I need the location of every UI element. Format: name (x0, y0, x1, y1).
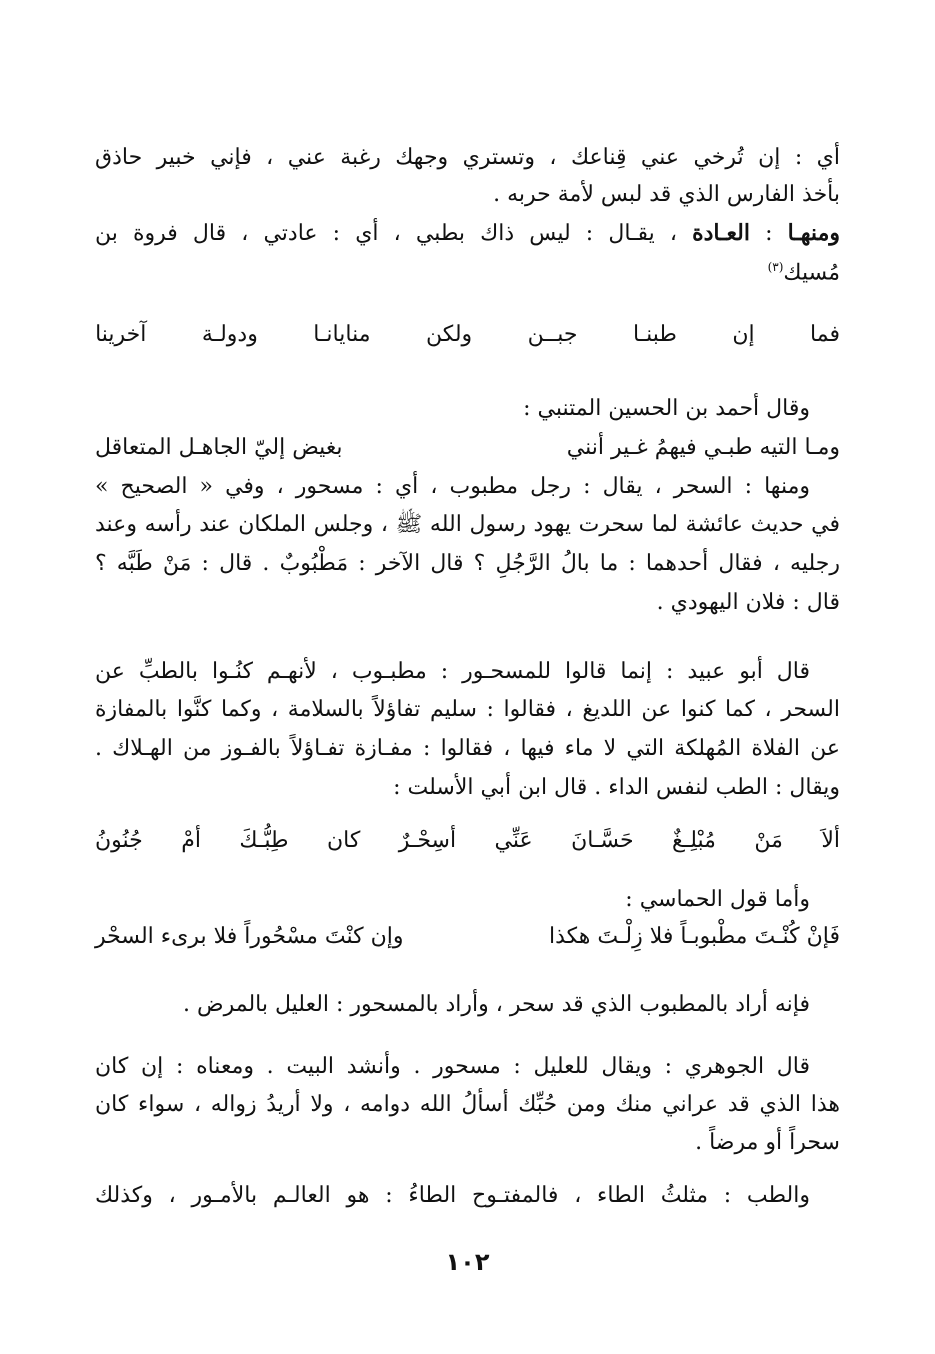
footnote-marker: (٣) (767, 260, 784, 274)
verse-hemistich: وإن كنْتَ مسْحُوراً فلا برىء السحْر (95, 924, 404, 949)
text-line: قال الجوهري : ويقال للعليل : مسحور . وأنشد البيت . ومعناه : إن كان (95, 1054, 810, 1079)
verse-word: ألاَ (821, 828, 840, 853)
verse-word: جبــن (527, 322, 578, 347)
text-line: رجليه ، فقال أحدهما : ما بالُ الرَّجُلِ ؟ قال الآخر : مَطْبُوبٌ . قال : مَنْ طَبَّه ؟ (95, 551, 840, 576)
text-line: أي : إن تُرخي عني قِناعك ، وتستري وجهك رغبة عني ، فإني خبير حاذق (95, 145, 840, 170)
verse-hemistich: بغيض إليّ الجاهـل المتعاقل (95, 435, 343, 460)
verse-word: ودولـة (201, 322, 258, 347)
verse-word: مَنْ (754, 828, 783, 853)
text-line: سحراً أو مرضاً . (695, 1130, 840, 1155)
text-line: ومنهـا : العـادة ، يقـال : ليس ذاك بطبي ، أي : عادتي ، قال فروة بن (95, 220, 840, 246)
page-number: ١٠٢ (445, 1248, 490, 1276)
text-line: السحر ، كما كنوا عن اللديغ ، فقالوا : سليم تفاؤلاً بالسلامة ، وكما كنَّوا بالمفازة (95, 697, 840, 722)
text-line: ويقال : الطب لنفس الداء . قال ابن أبي الأسلت : (393, 775, 840, 800)
verse-word: طبنـا (632, 322, 677, 347)
text-line: وأما قول الحماسي : (625, 887, 810, 912)
term-meaning: العـادة (692, 220, 750, 246)
text-span: ، يقـال : ليس ذاك بطبي ، أي : عادتي ، قال فروة بن (95, 221, 677, 246)
verse-line (95, 320, 840, 350)
verse-word: جُنُونُ (95, 828, 143, 853)
text-line: قال أبو عبيد : إنما قالوا للمسحـور : مطبـوب ، لأنهـم كنُـوا بالطبِّ عن (95, 659, 810, 684)
text-line: وقال أحمد بن الحسين المتنبي : (523, 396, 810, 421)
verse-word: آخرينا (95, 322, 147, 347)
verse-word: فما (810, 322, 840, 347)
verse-word: حَسَّـانَ (571, 828, 634, 853)
text-line: فإنه أراد بالمطبوب الذي قد سحر ، وأراد بالمسحور : العليل بالمرض . (183, 992, 810, 1017)
text-line: عن الفلاة المُهلكة التي لا ماء فيها ، فقالوا : مفـازة تفـاؤلاً بالفـوز من الهـلاك . (95, 736, 840, 761)
verse-hemistich: فَإنْ كُنْـتَ مطْبوبـاً فلا زِلْـتَ هكذا (548, 924, 840, 949)
verse-word: كان (326, 828, 361, 853)
text-line: هذا الذي قد عراني منك ومن حُبِّك أسألُ الله دوامه ، ولا أريدُ زواله ، سواء كان (95, 1092, 840, 1117)
term-label: ومنهـا (787, 220, 840, 246)
text-line: والطب : مثلثُ الطاء ، فالمفتـوح الطاءُ : هو العالـم بالأمـور ، وكذلك (95, 1183, 810, 1208)
verse-word: ولكن (425, 322, 473, 347)
verse-word: أسِحْـرٌ (398, 828, 457, 853)
verse-line (95, 922, 840, 952)
verse-word: طِبُّـكَ (239, 828, 289, 853)
verse-word: منايانـا (313, 322, 371, 347)
verse-word: إن (732, 322, 755, 347)
verse-word: مُبْلِـغٌ (672, 828, 716, 853)
text-line: قال : فلان اليهودي . (656, 590, 840, 615)
verse-line (95, 826, 840, 856)
verse-line (95, 433, 840, 463)
verse-word: أمْ (181, 828, 201, 853)
text-line: ومنها : السحر ، يقال : رجل مطبوب ، أي : مسحور ، وفي « الصحيح » (95, 474, 810, 499)
text-line (95, 252, 840, 288)
poet-name: مُسيك (783, 260, 840, 286)
text-line: بأخذ الفارس الذي قد لبس لأمة حربه . (493, 182, 840, 207)
text-line: في حديث عائشة لما سحرت يهود رسول الله ﷺ ، وجلس الملكان عند رأسه وعند (95, 512, 840, 537)
verse-word: عَنِّي (494, 828, 533, 853)
verse-hemistich: ومـا التيه طبـي فيهمُ غـير أنني (566, 435, 840, 460)
